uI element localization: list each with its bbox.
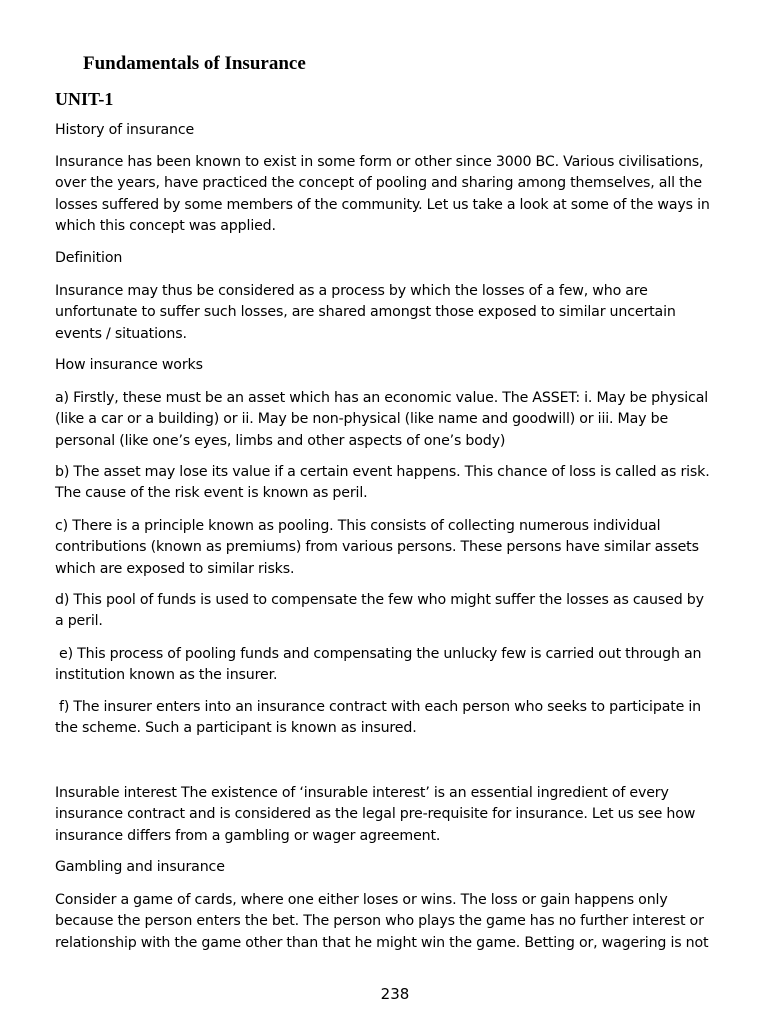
- point-a-paragraph: a) Firstly, these must be an asset which has an economic value. The ASSET: i. May be physical (like a car or a building) or ii. May be non-physical (like name and goodwill) or iii. May be personal (like one’s eyes, limbs and other aspects of one’s body): [55, 390, 709, 449]
- how-insurance-works-heading: How insurance works: [55, 357, 203, 373]
- document-title: Fundamentals of Insurance: [83, 53, 306, 74]
- history-paragraph: Insurance has been known to exist in some form or other since 3000 BC. Various civilisations, over the years, have practiced the concept of pooling and sharing among themselves, all the losses suffered by some members of the community. Let us take a look at some of the ways in which this concept was applied.: [55, 154, 710, 234]
- definition-paragraph: Insurance may thus be considered as a process by which the losses of a few, who are unfortunate to suffer such losses, are shared amongst those exposed to similar uncertain events / situations.: [55, 283, 676, 342]
- point-b-paragraph: b) The asset may lose its value if a certain event happens. This chance of loss is called as risk. The cause of the risk event is known as peril.: [55, 464, 710, 502]
- point-d-paragraph: d) This pool of funds is used to compensate the few who might suffer the losses as caused by a peril.: [55, 592, 704, 630]
- point-f-paragraph: f) The insurer enters into an insurance contract with each person who seeks to participate in the scheme. Such a participant is known as insured.: [55, 699, 702, 737]
- point-c-paragraph: c) There is a principle known as pooling. This consists of collecting numerous individual contributions (known as premiums) from various persons. These persons have similar assets which are exposed to similar risks.: [55, 518, 699, 577]
- gambling-heading: Gambling and insurance: [55, 859, 225, 875]
- history-heading: History of insurance: [55, 122, 195, 138]
- page-number: 238: [380, 985, 410, 1003]
- insurable-interest-paragraph: Insurable interest The existence of ‘insurable interest’ is an essential ingredient of every insurance contract and is considered as the legal pre-requisite for insurance. Let us see how insurance differs from a gambling or wager agreement.: [55, 785, 696, 844]
- definition-heading: Definition: [55, 250, 123, 266]
- gambling-paragraph: Consider a game of cards, where one either loses or wins. The loss or gain happens only because the person enters the bet. The person who plays the game has no further interest or relationship with the game other than that he might win the game. Betting or, wagering is not: [55, 892, 709, 951]
- unit-heading: UNIT-1: [55, 89, 114, 109]
- point-e-paragraph: e) This process of pooling funds and compensating the unlucky few is carried out through an institution known as the insurer.: [55, 646, 702, 684]
